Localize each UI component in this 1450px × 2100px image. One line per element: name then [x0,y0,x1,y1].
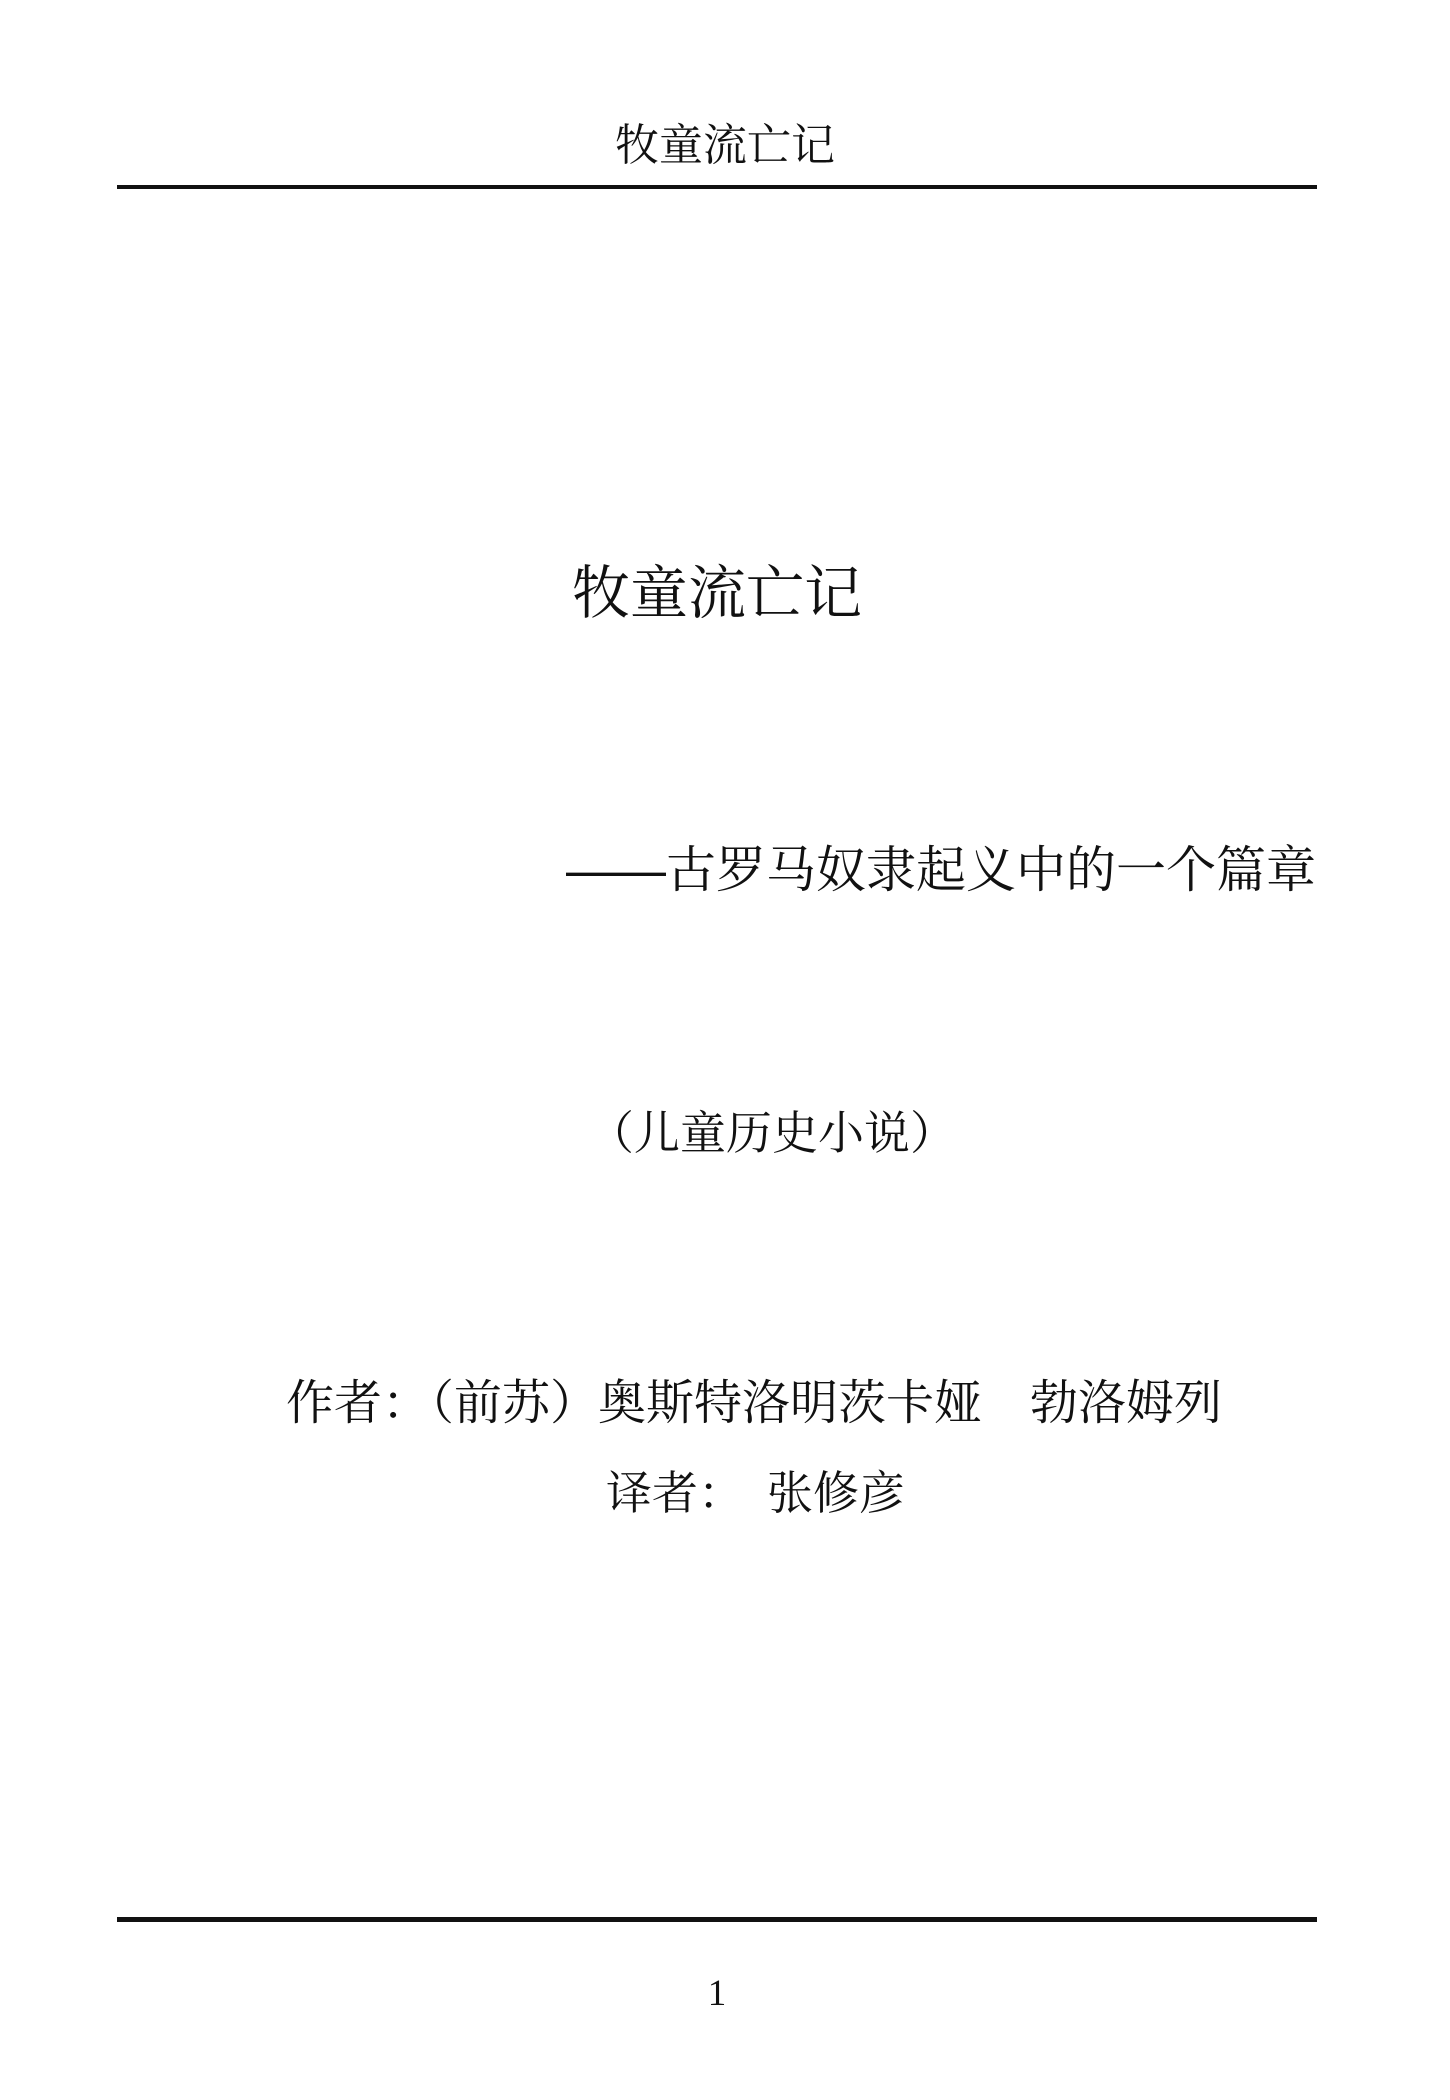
author-line: 作者：（前苏）奥斯特洛明茨卡娅 勃洛姆列 [286,1377,1223,1430]
running-header: 牧童流亡记 [615,121,835,170]
header-divider-rule [117,185,1317,189]
book-title: 牧童流亡记 [572,561,863,626]
footer-divider-rule [117,1917,1317,1922]
translator-line: 译者： 张修彦 [606,1467,905,1519]
book-subtitle: ——古罗马奴隶起义中的一个篇章 [566,842,1316,898]
page-number: 1 [707,1973,727,2014]
genre-label: （儿童历史小说） [588,1107,956,1159]
